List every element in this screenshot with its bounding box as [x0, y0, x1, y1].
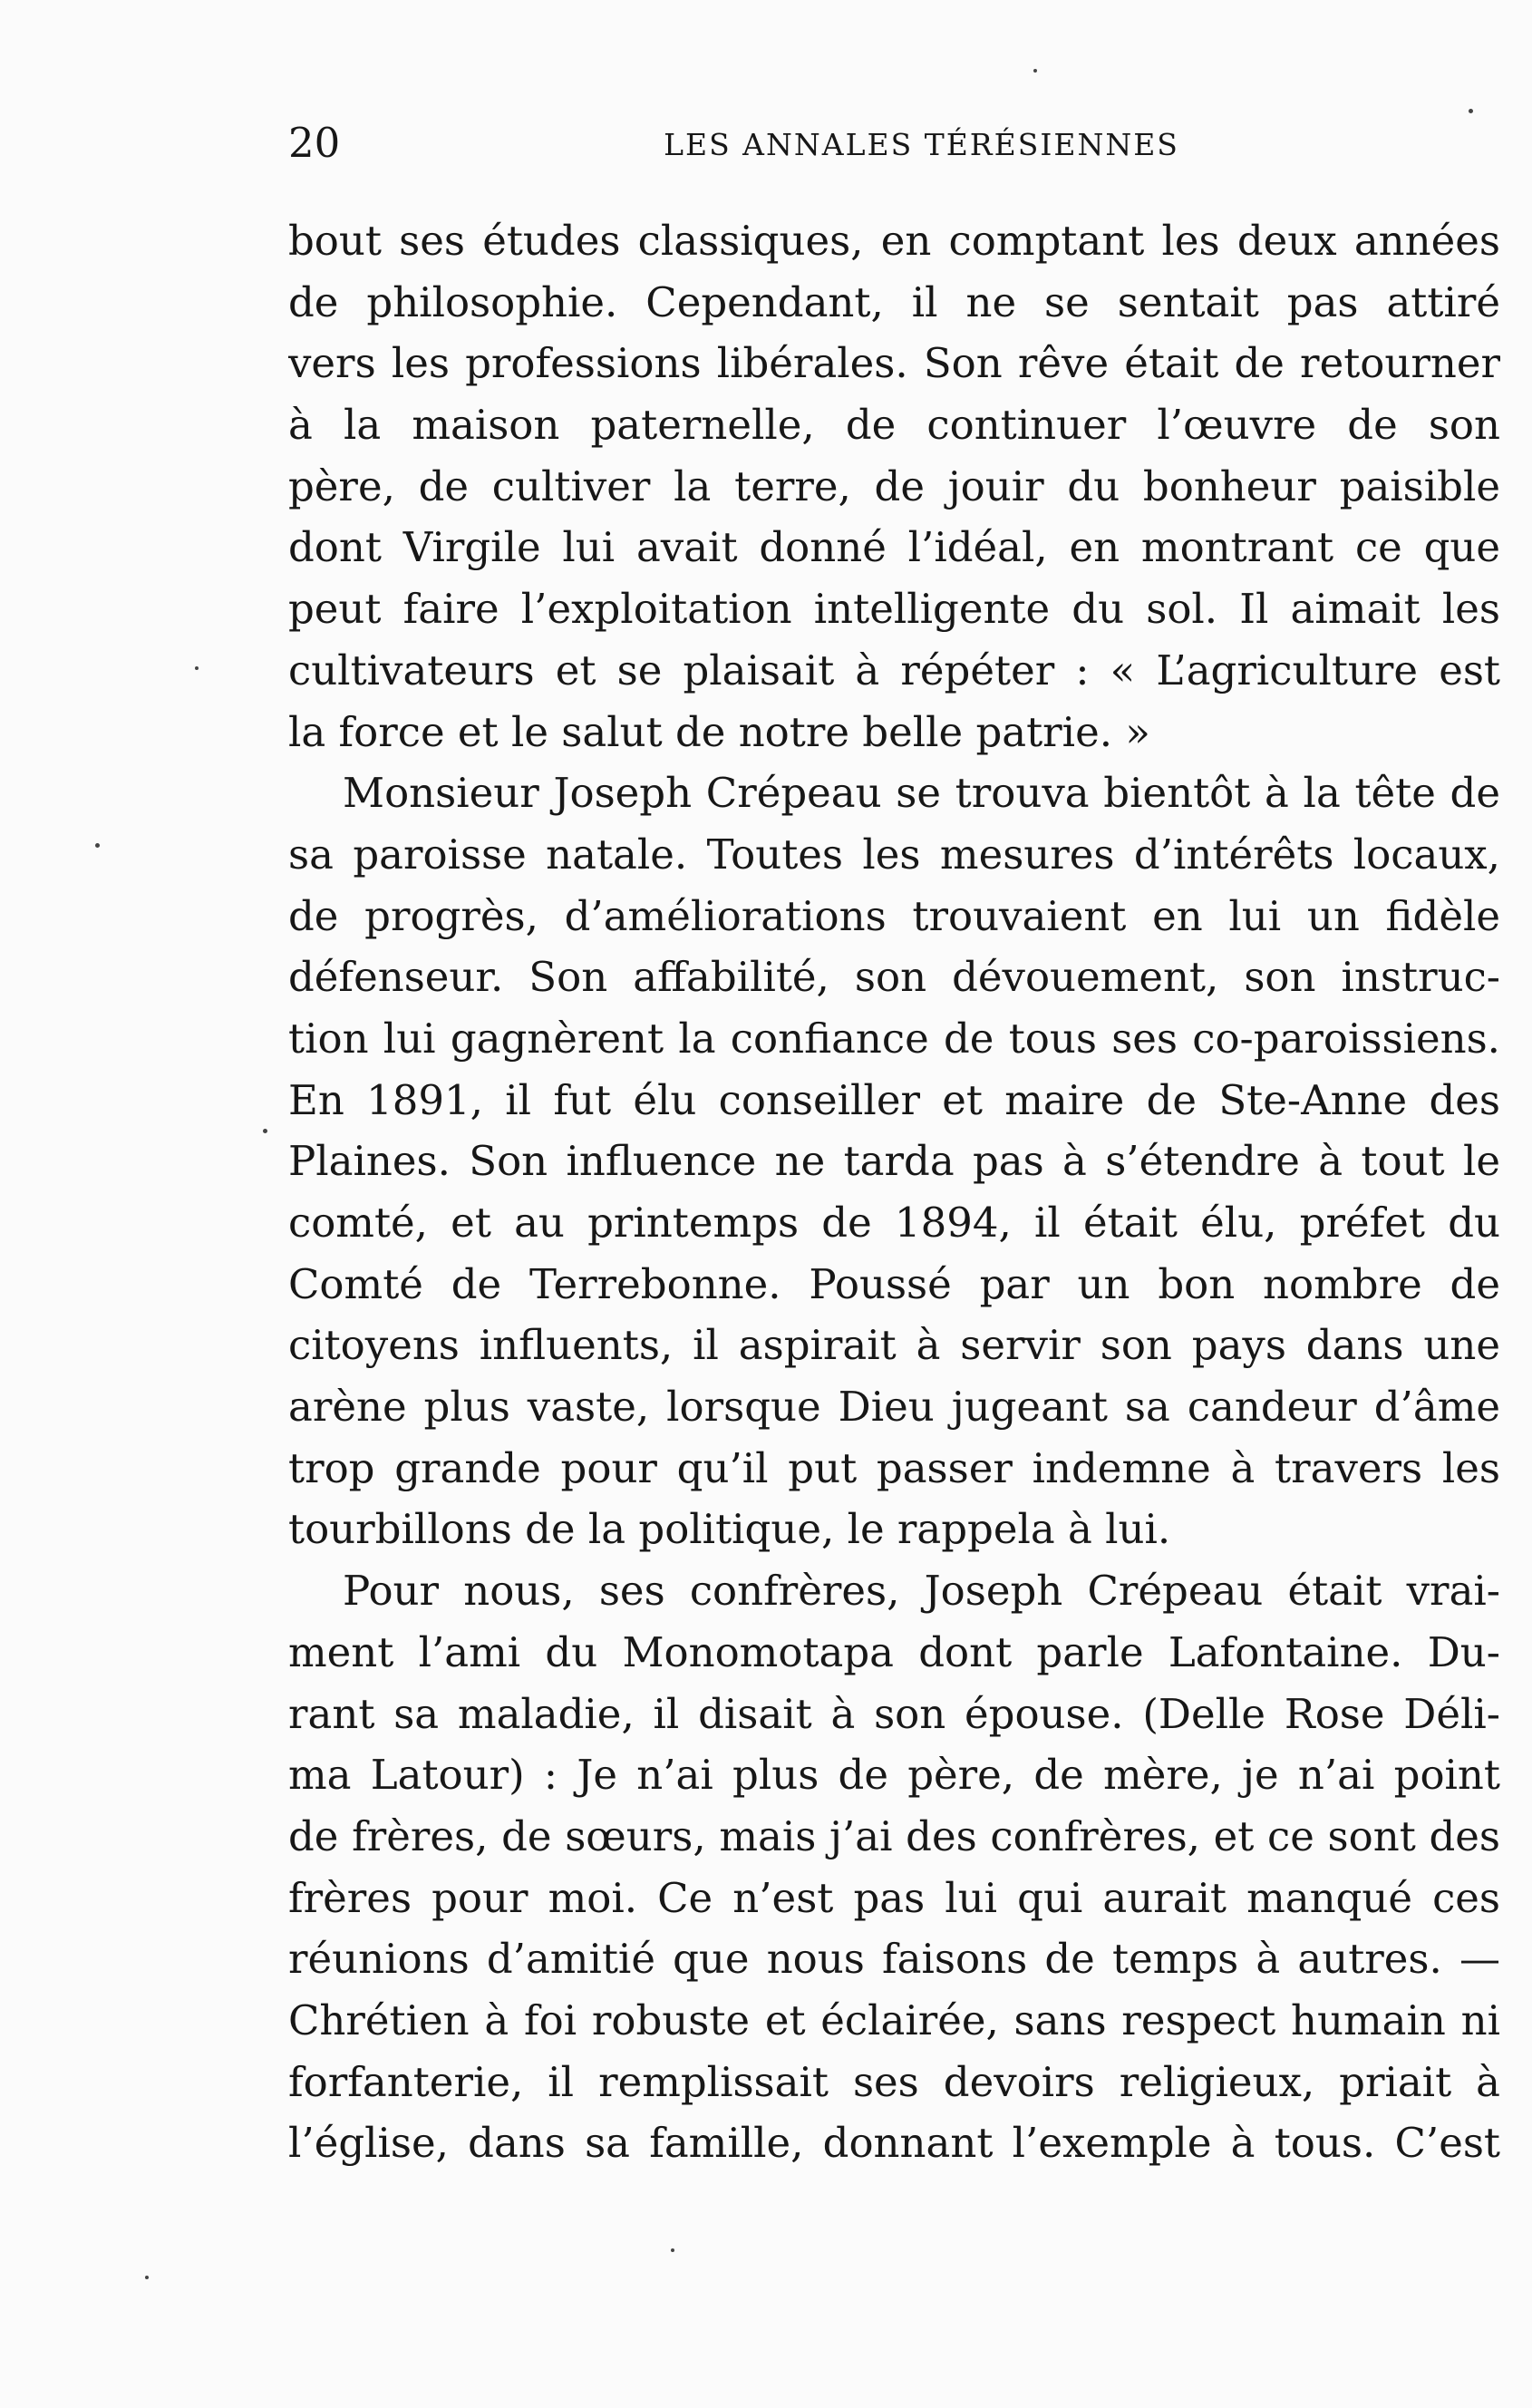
text-line: père, de cultiver la terre, de jouir du bonheur paisible — [288, 461, 1500, 510]
text-line: En 1891, il fut élu conseiller et maire de Ste-Anne des — [288, 1075, 1500, 1124]
scan-speck — [263, 1129, 267, 1133]
text-line: l’église, dans sa famille, donnant l’exemple à tous. C’est — [288, 2119, 1500, 2168]
text-line: la force et le salut de notre belle patrie. » — [288, 707, 1150, 756]
text-line: sa paroisse natale. Toutes les mesures d’intérêts locaux, — [288, 830, 1500, 879]
text-line: rant sa maladie, il disait à son épouse. (Delle Rose Déli- — [288, 1689, 1500, 1738]
text-line: frères pour moi. Ce n’est pas lui qui aurait manqué ces — [288, 1873, 1500, 1922]
text-line: forfanterie, il remplissait ses devoirs religieux, priait à — [288, 2057, 1500, 2106]
text-line: ment l’ami du Monomotapa dont parle Lafontaine. Du- — [288, 1627, 1500, 1676]
text-line: bout ses études classiques, en comptant les deux années — [288, 217, 1500, 265]
text-line: trop grande pour qu’il put passer indemne à travers les — [288, 1443, 1500, 1492]
text-line: arène plus vaste, lorsque Dieu jugeant sa candeur d’âme — [288, 1383, 1500, 1432]
text-line: citoyens influents, il aspirait à servir son pays dans une — [288, 1321, 1500, 1370]
scan-speck — [145, 2276, 149, 2279]
running-title: LES ANNALES TÉRÉSIENNES — [664, 127, 1179, 162]
text-line: cultivateurs et se plaisait à répéter : « L’agriculture est — [288, 646, 1500, 694]
text-line: ma Latour) : Je n’ai plus de père, de mère, je n’ai point — [288, 1751, 1500, 1800]
text-line: peut faire l’exploitation intelligente du sol. Il aimait les — [288, 585, 1500, 634]
text-line: de philosophie. Cependant, il ne se sentait pas attiré — [288, 277, 1500, 326]
text-line: tion lui gagnèrent la confiance de tous ses co-paroissiens. — [288, 1014, 1500, 1063]
text-line: de progrès, d’améliorations trouvaient en lui un fidèle — [288, 891, 1500, 940]
text-line: Chrétien à foi robuste et éclairée, sans respect humain ni — [288, 1995, 1500, 2044]
text-line: Pour nous, ses confrères, Joseph Crépeau était vrai- — [343, 1567, 1500, 1616]
scan-speck — [195, 666, 199, 670]
scan-speck — [671, 2248, 674, 2252]
text-line: Comté de Terrebonne. Poussé par un bon nombre de — [288, 1259, 1500, 1308]
text-line: de frères, de sœurs, mais j’ai des confrères, et ce sont des — [288, 1811, 1500, 1860]
scan-speck — [1469, 109, 1473, 113]
body-text — [288, 210, 1500, 2174]
page-number: 20 — [288, 119, 341, 167]
text-line: réunions d’amitié que nous faisons de temps à autres. — — [288, 1935, 1500, 1984]
text-line: dont Virgile lui avait donné l’idéal, en montrant ce que — [288, 523, 1500, 572]
text-line: vers les professions libérales. Son rêve était de retourner — [288, 339, 1500, 388]
page-header — [288, 116, 1500, 170]
text-line: comté, et au printemps de 1894, il était élu, préfet du — [288, 1199, 1500, 1247]
text-line: à la maison paternelle, de continuer l’œuvre de son — [288, 401, 1500, 450]
text-line: Monsieur Joseph Crépeau se trouva bientôt à la tête de — [343, 769, 1500, 818]
text-line: Plaines. Son influence ne tarda pas à s’étendre à tout le — [288, 1137, 1500, 1186]
text-line: tourbillons de la politique, le rappela à lui. — [288, 1505, 1171, 1554]
scan-speck — [95, 843, 100, 848]
text-line: défenseur. Son affabilité, son dévouement, son instruc- — [288, 953, 1500, 1002]
scan-speck — [1033, 69, 1037, 73]
